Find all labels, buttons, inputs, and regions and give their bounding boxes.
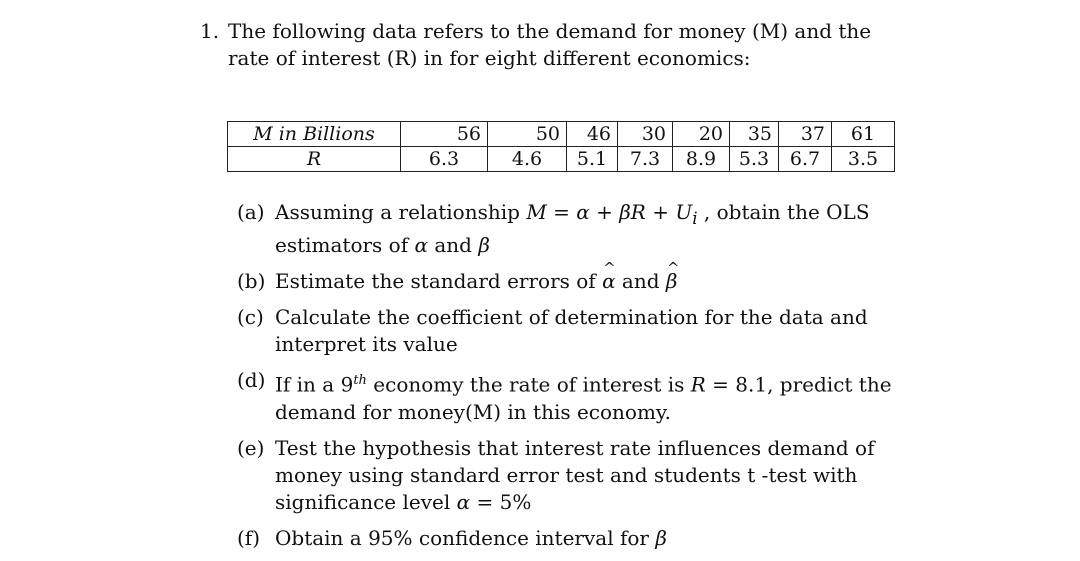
table-cell: 30 (618, 122, 673, 147)
sub-question-b (237, 268, 892, 295)
math-var: α (414, 233, 428, 257)
table-cell: 6.7 (779, 147, 832, 172)
table-cell: 50 (488, 122, 567, 147)
text-run: and (428, 233, 479, 257)
question-number: 1. (200, 19, 220, 43)
sub-question-label: (d) (237, 368, 266, 392)
text-run: economy the rate of interest is (366, 372, 691, 397)
sub-question-a (237, 199, 892, 259)
text-run: and (615, 269, 666, 293)
text-run: , obtain the OLS estimators of (275, 200, 870, 257)
text-run: = 5% (470, 489, 532, 514)
row-label-m: M in Billions (228, 122, 401, 147)
math-var: β (478, 233, 490, 257)
sub-question-list (237, 199, 892, 561)
text-run: Estimate the standard errors of (275, 269, 603, 293)
text-run: Calculate the coefficient of determination for the data and interpret its value (275, 305, 868, 356)
sub-question-label: (f) (237, 525, 261, 550)
text-run: Obtain a 95% confidence interval for (275, 525, 656, 550)
table-cell: 8.9 (673, 147, 730, 172)
sub-question-label: (b) (237, 269, 266, 293)
sub-question-f (237, 525, 892, 552)
math-var: R (690, 372, 706, 397)
question-intro (200, 18, 900, 72)
math-alpha-hat: ^ α (602, 268, 616, 295)
table-row-m (228, 122, 895, 147)
table-cell: 5.3 (730, 147, 779, 172)
math-beta-hat: ^ β (666, 268, 678, 295)
table-cell: 61 (832, 122, 895, 147)
math-var: α (456, 489, 471, 514)
math-expression: = α + βR + U (546, 200, 693, 224)
row-label-r: R (228, 147, 401, 172)
table-cell: 4.6 (488, 147, 567, 172)
sub-question-label: (a) (237, 200, 265, 224)
table-cell: 35 (730, 122, 779, 147)
text-run: Test the hypothesis that interest rate influences demand of money using standard error test and students t -test with significance level (275, 435, 875, 514)
data-table (227, 121, 895, 172)
math-superscript: th (353, 373, 367, 388)
math-subscript: i (692, 209, 698, 228)
text-run: Assuming a relationship (275, 200, 527, 224)
question-text: The following data refers to the demand for money (M) and the rate of interest (R) in for eight different economics: (228, 19, 872, 70)
math-var: β (655, 525, 667, 550)
table-cell: 7.3 (618, 147, 673, 172)
table-cell: 20 (673, 122, 730, 147)
table-cell: 3.5 (832, 147, 895, 172)
sub-question-label: (c) (237, 305, 264, 329)
sub-question-c (237, 304, 892, 358)
sub-question-label: (e) (237, 435, 265, 460)
table-row-r (228, 147, 895, 172)
math-var: M (526, 200, 547, 224)
table-cell: 5.1 (567, 147, 618, 172)
table-cell: 56 (401, 122, 488, 147)
table-cell: 6.3 (401, 147, 488, 172)
table-cell: 37 (779, 122, 832, 147)
table-cell: 46 (567, 122, 618, 147)
text-run: = 8.1, predict the demand for money(M) in this economy. (275, 372, 892, 424)
sub-question-e (237, 435, 892, 516)
sub-question-d (237, 367, 892, 426)
text-run: If in a 9 (275, 372, 354, 397)
